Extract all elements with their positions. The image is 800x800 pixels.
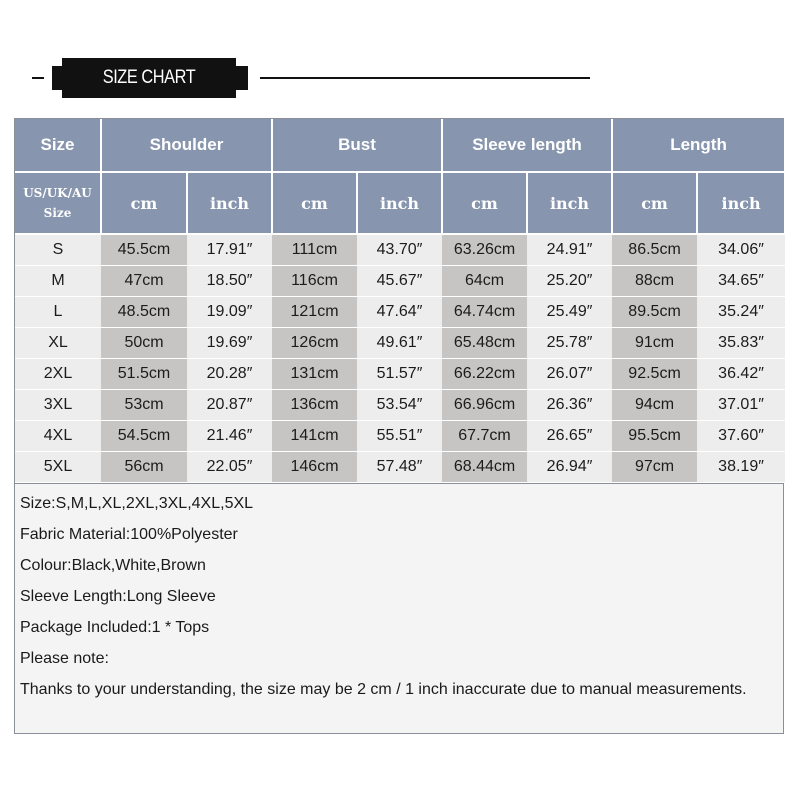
cell-bust-cm: 146cm bbox=[272, 452, 357, 483]
size-rows bbox=[15, 234, 785, 483]
cell-bust-inch: 45.67″ bbox=[357, 266, 442, 297]
unit-length-inch: inch bbox=[697, 172, 785, 234]
cell-length-inch: 35.83″ bbox=[697, 328, 785, 359]
cell-length-inch: 38.19″ bbox=[697, 452, 785, 483]
note-please: Please note: bbox=[20, 650, 109, 667]
banner-dash bbox=[32, 77, 44, 79]
cell-sleeve-cm: 63.26cm bbox=[442, 234, 527, 266]
unit-sleeve-inch: inch bbox=[527, 172, 612, 234]
cell-sleeve-inch: 24.91″ bbox=[527, 234, 612, 266]
header-size: Size bbox=[15, 119, 101, 172]
banner-rule bbox=[260, 77, 590, 79]
cell-shoulder-inch: 18.50″ bbox=[187, 266, 272, 297]
note-sleeve: Sleeve Length:Long Sleeve bbox=[20, 588, 216, 605]
cell-shoulder-cm: 51.5cm bbox=[101, 359, 187, 390]
table-row bbox=[15, 266, 785, 297]
cell-length-inch: 37.60″ bbox=[697, 421, 785, 452]
size-table bbox=[14, 118, 784, 484]
cell-bust-cm: 136cm bbox=[272, 390, 357, 421]
cell-bust-inch: 43.70″ bbox=[357, 234, 442, 266]
cell-size: XL bbox=[15, 328, 101, 359]
header-length: Length bbox=[612, 119, 785, 172]
note-colour: Colour:Black,White,Brown bbox=[20, 557, 206, 574]
cell-bust-cm: 121cm bbox=[272, 297, 357, 328]
cell-length-cm: 97cm bbox=[612, 452, 697, 483]
cell-bust-inch: 49.61″ bbox=[357, 328, 442, 359]
product-notes bbox=[14, 484, 784, 734]
header-row-units bbox=[15, 172, 785, 234]
cell-length-cm: 88cm bbox=[612, 266, 697, 297]
cell-length-inch: 37.01″ bbox=[697, 390, 785, 421]
cell-length-cm: 92.5cm bbox=[612, 359, 697, 390]
size-region-sublabel: Size bbox=[43, 206, 72, 220]
cell-bust-inch: 47.64″ bbox=[357, 297, 442, 328]
cell-shoulder-cm: 47cm bbox=[101, 266, 187, 297]
banner-title: SIZE CHART bbox=[102, 67, 196, 88]
cell-bust-inch: 57.48″ bbox=[357, 452, 442, 483]
cell-sleeve-cm: 67.7cm bbox=[442, 421, 527, 452]
unit-length-cm: cm bbox=[612, 172, 697, 234]
unit-sleeve-cm: cm bbox=[442, 172, 527, 234]
cell-shoulder-inch: 20.87″ bbox=[187, 390, 272, 421]
unit-shoulder-cm: cm bbox=[101, 172, 187, 234]
table-row bbox=[15, 234, 785, 266]
cell-shoulder-inch: 20.28″ bbox=[187, 359, 272, 390]
cell-sleeve-cm: 66.22cm bbox=[442, 359, 527, 390]
cell-length-cm: 95.5cm bbox=[612, 421, 697, 452]
cell-sleeve-cm: 64.74cm bbox=[442, 297, 527, 328]
cell-size: 3XL bbox=[15, 390, 101, 421]
cell-sleeve-inch: 26.65″ bbox=[527, 421, 612, 452]
cell-sleeve-cm: 64cm bbox=[442, 266, 527, 297]
cell-size: 4XL bbox=[15, 421, 101, 452]
header-bust: Bust bbox=[272, 119, 442, 172]
cell-shoulder-inch: 19.09″ bbox=[187, 297, 272, 328]
cell-length-inch: 34.06″ bbox=[697, 234, 785, 266]
cell-length-inch: 36.42″ bbox=[697, 359, 785, 390]
cell-length-inch: 35.24″ bbox=[697, 297, 785, 328]
cell-size: S bbox=[15, 234, 101, 266]
note-fabric: Fabric Material:100%Polyester bbox=[20, 526, 238, 543]
cell-bust-cm: 126cm bbox=[272, 328, 357, 359]
cell-shoulder-inch: 22.05″ bbox=[187, 452, 272, 483]
table-row bbox=[15, 421, 785, 452]
table-row bbox=[15, 328, 785, 359]
note-sizes: Size:S,M,L,XL,2XL,3XL,4XL,5XL bbox=[20, 495, 254, 512]
size-chart-banner bbox=[0, 58, 800, 100]
unit-bust-inch: inch bbox=[357, 172, 442, 234]
cell-sleeve-inch: 25.49″ bbox=[527, 297, 612, 328]
cell-bust-cm: 111cm bbox=[272, 234, 357, 266]
cell-shoulder-cm: 53cm bbox=[101, 390, 187, 421]
cell-length-cm: 94cm bbox=[612, 390, 697, 421]
cell-size: 5XL bbox=[15, 452, 101, 483]
cell-sleeve-cm: 66.96cm bbox=[442, 390, 527, 421]
cell-sleeve-cm: 65.48cm bbox=[442, 328, 527, 359]
banner-notch-right bbox=[236, 66, 248, 90]
header-sleeve-length: Sleeve length bbox=[442, 119, 612, 172]
cell-bust-cm: 116cm bbox=[272, 266, 357, 297]
unit-shoulder-inch: inch bbox=[187, 172, 272, 234]
table-row bbox=[15, 390, 785, 421]
cell-length-inch: 34.65″ bbox=[697, 266, 785, 297]
cell-size: L bbox=[15, 297, 101, 328]
cell-bust-inch: 55.51″ bbox=[357, 421, 442, 452]
cell-shoulder-cm: 54.5cm bbox=[101, 421, 187, 452]
table-row bbox=[15, 359, 785, 390]
cell-size: 2XL bbox=[15, 359, 101, 390]
note-disclaimer: Thanks to your understanding, the size may be 2 cm / 1 inch inaccurate due to manual measurements. bbox=[20, 681, 747, 698]
cell-length-cm: 91cm bbox=[612, 328, 697, 359]
cell-sleeve-inch: 26.07″ bbox=[527, 359, 612, 390]
cell-bust-inch: 53.54″ bbox=[357, 390, 442, 421]
cell-sleeve-inch: 26.36″ bbox=[527, 390, 612, 421]
unit-bust-cm: cm bbox=[272, 172, 357, 234]
table-row bbox=[15, 452, 785, 483]
cell-length-cm: 89.5cm bbox=[612, 297, 697, 328]
cell-shoulder-inch: 21.46″ bbox=[187, 421, 272, 452]
cell-shoulder-inch: 19.69″ bbox=[187, 328, 272, 359]
cell-length-cm: 86.5cm bbox=[612, 234, 697, 266]
cell-shoulder-cm: 50cm bbox=[101, 328, 187, 359]
cell-size: M bbox=[15, 266, 101, 297]
cell-sleeve-cm: 68.44cm bbox=[442, 452, 527, 483]
header-row-main bbox=[15, 119, 785, 172]
cell-bust-inch: 51.57″ bbox=[357, 359, 442, 390]
cell-shoulder-inch: 17.91″ bbox=[187, 234, 272, 266]
cell-sleeve-inch: 25.20″ bbox=[527, 266, 612, 297]
size-region-label: US/UK/AU bbox=[23, 186, 92, 200]
header-shoulder: Shoulder bbox=[101, 119, 272, 172]
header-size-region bbox=[15, 172, 101, 234]
table-row bbox=[15, 297, 785, 328]
cell-bust-cm: 131cm bbox=[272, 359, 357, 390]
cell-sleeve-inch: 25.78″ bbox=[527, 328, 612, 359]
cell-sleeve-inch: 26.94″ bbox=[527, 452, 612, 483]
cell-shoulder-cm: 56cm bbox=[101, 452, 187, 483]
note-package: Package Included:1 * Tops bbox=[20, 619, 210, 636]
cell-shoulder-cm: 48.5cm bbox=[101, 297, 187, 328]
cell-shoulder-cm: 45.5cm bbox=[101, 234, 187, 266]
cell-bust-cm: 141cm bbox=[272, 421, 357, 452]
